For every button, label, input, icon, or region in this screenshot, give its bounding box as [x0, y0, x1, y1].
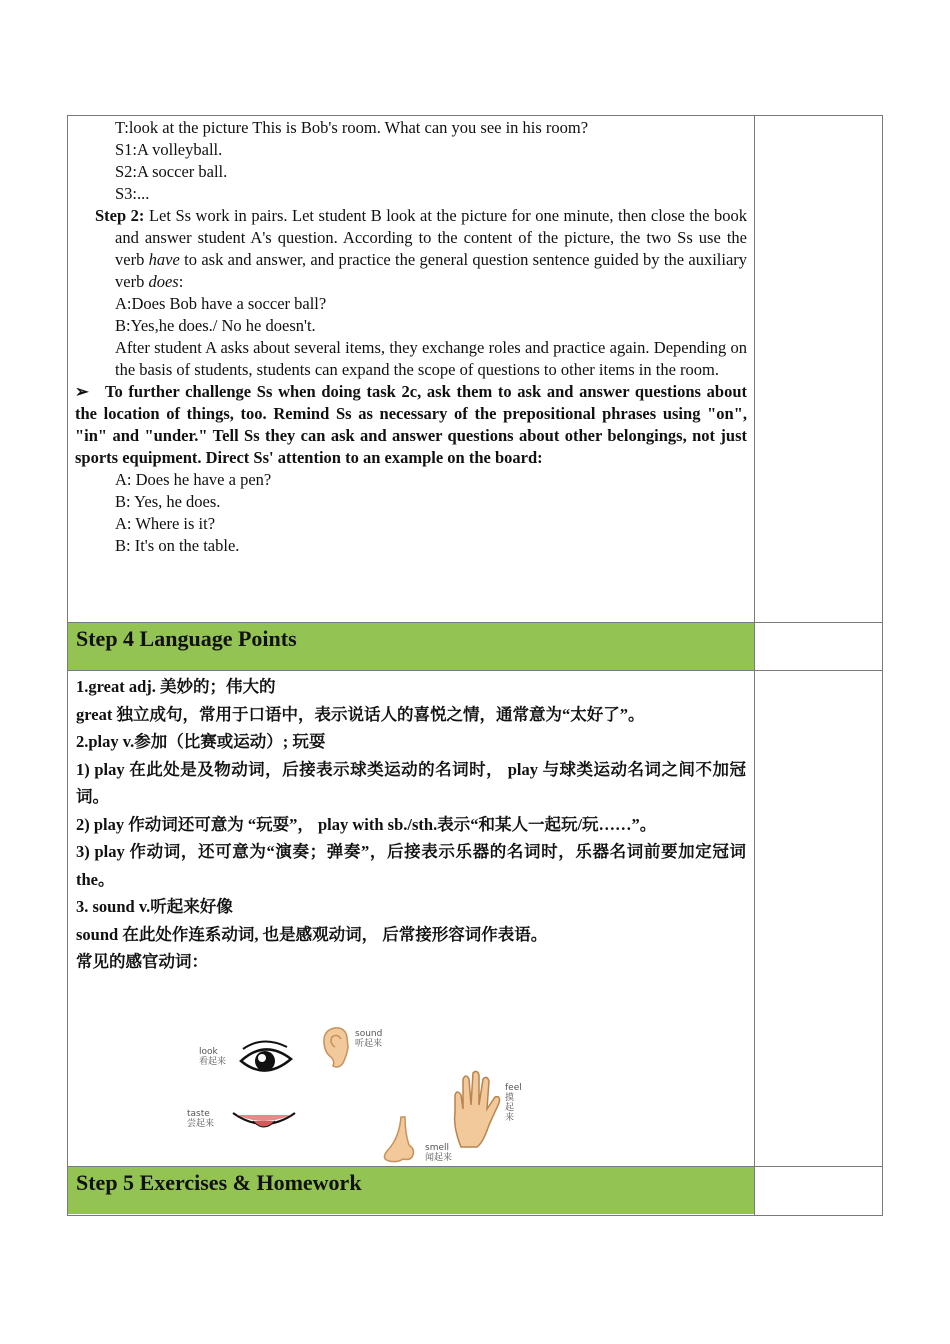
bullet-arrow-icon: ➢	[75, 382, 89, 401]
dialogue-line: A:Does Bob have a soccer ball?	[115, 294, 327, 313]
step3-content	[75, 117, 747, 557]
feel-label: feel 摸起来	[505, 1083, 522, 1123]
language-points	[76, 673, 746, 976]
sound-label: sound 听起来	[355, 1029, 383, 1049]
dialogue-line: A: Where is it?	[115, 514, 216, 533]
dialogue-line: S2:A soccer ball.	[115, 162, 228, 181]
dialogue-line: B: It's on the table.	[115, 536, 240, 555]
dialogue-line: A: Does he have a pen?	[115, 470, 272, 489]
step2-label: Step 2:	[95, 206, 145, 225]
taste-label: taste 尝起来	[187, 1109, 215, 1129]
lp-line: great 独立成句，常用于口语中，表示说话人的喜悦之情，通常意为“太好了”。	[76, 704, 645, 724]
challenge-paragraph: ➢ To further challenge Ss when doing task 2c, ask them to ask and answer questions about the location of things, too. Remind Ss as necessary of the prepositional phrases using "on", "in" and "under." Tell Ss they can ask and answer questions about other belongings, not just sports equipment. Direct Ss' attention to an example on the board:	[75, 382, 747, 467]
ear-icon	[321, 1027, 355, 1069]
nose-icon	[377, 1115, 423, 1165]
step5-heading: Step 5 Exercises & Homework	[76, 1170, 362, 1195]
lp-line: 3) play 作动词，还可意为“演奏；弹奏”，后接表示乐器的名词时，乐器名词前要加定冠词 the。	[76, 842, 746, 889]
dialogue-line: S1:A volleyball.	[115, 140, 223, 159]
lp-line: 常见的感官动词：	[76, 952, 208, 971]
lp-line: 1.great adj. 美妙的；伟大的	[76, 677, 276, 696]
lp-line: 2.play v.参加（比赛或运动）; 玩耍	[76, 732, 326, 751]
dialogue-line: B: Yes, he does.	[115, 492, 221, 511]
smell-label: smell 闻起来	[425, 1143, 453, 1163]
dialogue-line: S3:...	[115, 184, 150, 203]
verb-have: have	[148, 250, 180, 269]
step2-paragraph: Step 2: Let Ss work in pairs. Let student B look at the picture for one minute, then close the book and answer student A's question. According to the content of the picture, the two Ss use the verb have to ask and answer, and practice the general question sentence guided by the auxiliary verb does:	[95, 206, 748, 291]
lp-line: 1) play 在此处是及物动词，后接表示球类运动的名词时， play 与球类运动名词之间不加冠词。	[76, 759, 746, 806]
after-paragraph: After student A asks about several items, they exchange roles and practice again. Depending on the basis of students, students can expand the scope of questions to other items in the room.	[115, 338, 747, 379]
hand-icon	[449, 1069, 505, 1149]
mouth-icon	[227, 1105, 301, 1139]
lesson-plan-table	[67, 115, 883, 1216]
step4-heading: Step 4 Language Points	[76, 626, 297, 651]
lp-line: sound 在此处作连系动词, 也是感观动词， 后常接形容词作表语。	[76, 924, 548, 944]
lp-line: 3. sound v.听起来好像	[76, 897, 233, 916]
sense-organs-illustration	[187, 1025, 522, 1165]
dialogue-line: T:look at the picture This is Bob's room. What can you see in his room?	[115, 118, 589, 137]
lp-line: 2) play 作动词还可意为 “玩耍”， play with sb./sth.表示“和某人一起玩/玩……”。	[76, 814, 657, 834]
eye-icon	[235, 1037, 297, 1083]
look-label: look 看起来	[199, 1047, 227, 1067]
dialogue-line: B:Yes,he does./ No he doesn't.	[115, 316, 316, 335]
verb-does: does	[148, 272, 179, 291]
